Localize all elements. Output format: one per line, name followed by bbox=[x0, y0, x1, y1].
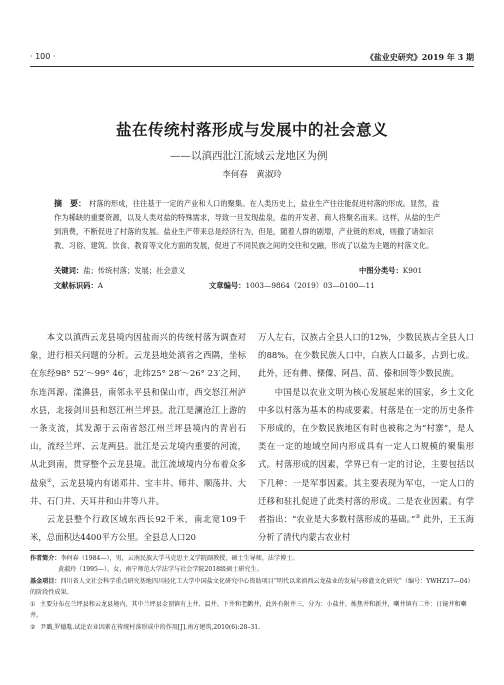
body-paragraph: 本文以滇西云龙县境内因盐而兴的传统村落为调查对象，进行相关问题的分析。云龙县地处滇省之西隅，坐标在东经98° 52′～99° 46′，北纬25° 28′～26° 23′之间，东连洱源、漾濞县，南邻永平县和保山市，西交怒江州泸水县，北接剑川县和怒江州兰坪县。沘江是澜沧江上游的一条支流，其发源于云南省怒江州兰坪县境内的青岩石山，流经兰坪、云龙两县。沘江是云龙境内重要的河流，从北到南，贯穿整个云龙县境。沘江流域境内分布着众多盐泉①，云龙县境内有诺邓井、宝丰井、师井、顺荡井、大井、石门井、天耳井和山井等八井。 bbox=[30, 332, 246, 506]
abstract-label: 摘 要： bbox=[54, 199, 86, 208]
footnote-ref[interactable]: ② bbox=[415, 514, 421, 521]
keywords-line bbox=[54, 266, 446, 276]
doc-code-label: 文献标识码： bbox=[54, 281, 98, 290]
article-number-label: 文章编号： bbox=[209, 281, 246, 290]
keywords-label: 关键词： bbox=[54, 266, 84, 275]
header-rule bbox=[30, 66, 474, 67]
clc-value: K901 bbox=[402, 266, 423, 275]
footnote-mark: ① bbox=[30, 601, 36, 608]
clc-code bbox=[359, 266, 422, 276]
page-number: · 100 · bbox=[30, 52, 56, 61]
body-paragraph: 云龙县整个行政区域东西长92千米，南北宽109千米，总面积达4400平方公里。全县总人口20 bbox=[30, 514, 246, 543]
keywords-text: 盐；传统村落；发展；社会意义 bbox=[83, 266, 186, 275]
body-column-right bbox=[258, 328, 474, 546]
author-note-2: 黄淑玲（1995—），女，南宁师范大学法学与社会学院2018级硕士研究生。 bbox=[58, 566, 263, 573]
footnote-2: ② 尹璐,罗德胤.试论农业因素在传统村落形成中的作用[J].南方建筑,2010(6):28–31. bbox=[30, 624, 261, 631]
footnote-ref[interactable]: ① bbox=[46, 477, 52, 484]
fund-note: 基金项目：四川省人文社会科学重点研究基地四川轻化工大学中国盐文化研究中心资助项目“明代以来滇西云龙盐业的发展与移灌文化研究”（编号：YWHZ17—04）的阶段性成果。 bbox=[30, 578, 474, 596]
body-paragraph: 万人左右，汉族占全县人口的12%，少数民族占全县人口的88%。在少数民族人口中，白族人口最多，占到七成。此外，还有彝、傈僳、阿昌、苗、傣和回等少数民族。 bbox=[258, 332, 474, 379]
footnote-1: ① 主要分布在兰坪县和云龙县境内，其中兰坪县金顶镇有上井、温井、下井和老鹳井，此外有附井三，分为：小盐井、炼焦井和新井，喇井镇有二井：日镜井和喇井。 bbox=[30, 601, 467, 619]
article-title: 盐在传统村落形成与发展中的社会意义 bbox=[115, 121, 388, 139]
author-note-1: 作者简介：李何春（1984—），男，云南民族大学马克思主义学院副教授，硕士生导师，法学博士。 bbox=[30, 555, 299, 562]
article-subtitle: ——以滇西沘江流域云龙地区为例 bbox=[170, 150, 328, 162]
body-column-left bbox=[30, 328, 246, 546]
author-note-label: 作者简介： bbox=[30, 555, 61, 562]
running-header bbox=[30, 52, 474, 64]
clc-label: 中图分类号： bbox=[359, 266, 403, 275]
article-number-value: 1003—9864（2019）03—0100—11 bbox=[245, 281, 375, 290]
footnote-rule bbox=[30, 550, 474, 551]
article-authors: 李何春 黄淑玲 bbox=[222, 170, 282, 180]
meta-line bbox=[54, 281, 454, 291]
journal-title: 《盐业史研究》2019 年 3 期 bbox=[365, 52, 474, 62]
abstract bbox=[54, 197, 446, 253]
footnote-mark: ② bbox=[30, 624, 36, 631]
doc-code-value: A bbox=[97, 281, 104, 290]
fund-label: 基金项目： bbox=[30, 578, 61, 585]
abstract-text: 村落的形成，往往基于一定的产业和人口的聚集。在人类历史上，盐业生产往往能促进村落的形成。显然，盐作为稀缺的重要资源，以及人类对盐的特殊需求，导致一旦发现盐泉，盐的开发者、商人将聚名而来。这样，从盐的生产到消费，不断促进了村落的发展。盐业生产带来总是经济行为，但是，随着人群的剧增，产业链的形成，则撒了诸如宗教、习俗、建筑、饮食、教育等文化方面的发展，促进了不同民族之间的交往和交融，形成了以盐为主题的村落文化。 bbox=[54, 199, 441, 250]
article-number bbox=[209, 281, 375, 291]
body-paragraph: 中国是以农业文明为核心发展起来的国家，乡土文化中多以村落为基本的构成要素。村落是在一定的历史条件下形成的，在少数民族地区有时也被称之为“村寨”，是人类在一定的地域空间内形成具有一定人口规模的聚集形式。村落形成的因素，学界已有一定的讨论，主要包括以下几种：一是军事因素。其主要表现为军屯，一定人口的迁移和驻扎促进了此类村落的形成。二是农业因素。有学者指出：“农业是大多数村落形成的基础。”② 此外，王玉海分析了清代内蒙古农业村 bbox=[258, 386, 474, 543]
